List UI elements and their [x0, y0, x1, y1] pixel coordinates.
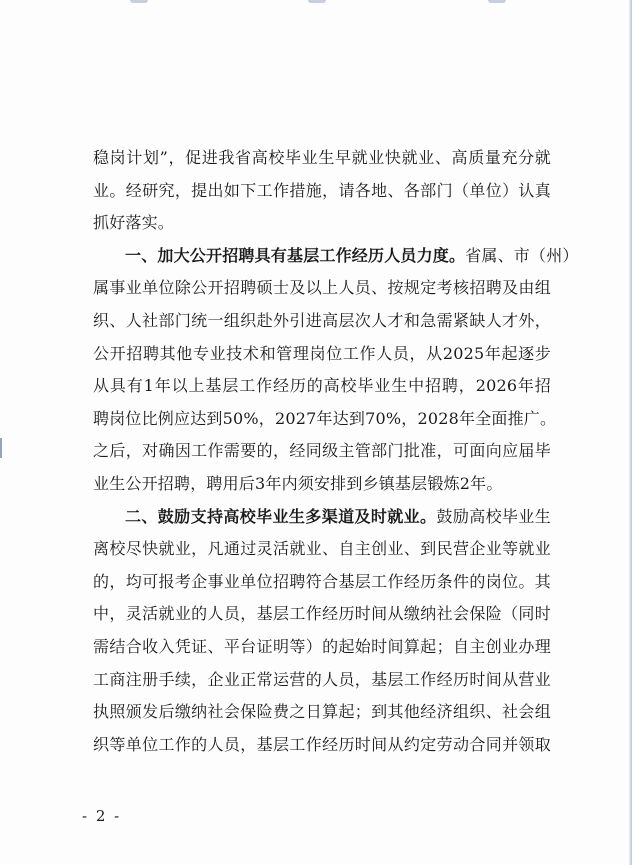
body-line: 需结合收入凭证、平台证明等）的起始时间算起；自主创业办理 [93, 636, 551, 656]
body-line: 业生公开招聘，聘用后3年内须安排到乡镇基层锻炼2年。 [93, 473, 503, 493]
scan-tab [130, 0, 148, 3]
body-line: 织、人社部门统一组织赴外引进高层次人才和急需紧缺人才外， [93, 310, 551, 330]
body-line: 中，灵活就业的人员，基层工作经历时间从缴纳社会保险（同时 [93, 604, 551, 624]
body-line: 工商注册手续，企业正常运营的人员，基层工作经历时间从营业 [93, 669, 551, 689]
body-line: 业。经研究，提出如下工作措施，请各地、各部门（单位）认真 [93, 180, 551, 200]
body-line: 抓好落实。 [93, 213, 175, 233]
body-line: 执照颁发后缴纳社会保险费之日算起；到其他经济组织、社会组 [93, 702, 551, 722]
section-1-heading: 一、加大公开招聘具有基层工作经历人员力度。 [125, 245, 466, 265]
body-line: 稳岗计划”，促进我省高校毕业生早就业快就业、高质量充分就 [93, 148, 551, 167]
section-2-first-line [93, 501, 551, 534]
body-line: 属事业单位除公开招聘硕士及以上人员、按规定考核招聘及由组 [93, 278, 551, 298]
section-2-heading: 二、鼓励支持高校毕业生多渠道及时就业。 [125, 506, 437, 526]
section-1-first-line [93, 240, 579, 273]
body-line: 织等单位工作的人员，基层工作经历时间从约定劳动合同并领取 [93, 734, 551, 754]
body-line: 从具有1年以上基层工作经历的高校毕业生中招聘，2026年招 [93, 376, 551, 396]
scan-tab [308, 0, 326, 3]
section-1-text: 省属、市（州） [465, 245, 579, 265]
document-body [93, 142, 579, 761]
body-line: 离校尽快就业，凡通过灵活就业、自主创业、到民营企业等就业 [93, 539, 551, 559]
body-line: 的，均可报考企事业单位招聘符合基层工作经历条件的岗位。其 [93, 571, 551, 591]
body-line: 之后，对确因工作需要的，经同级主管部门批准，可面向应届毕 [93, 441, 551, 461]
section-2-text: 鼓励高校毕业生 [436, 506, 551, 526]
body-line: 聘岗位比例应达到50%，2027年达到70%，2028年全面推广。 [93, 408, 557, 428]
page-number: - 2 - [82, 807, 122, 825]
scan-tab [488, 0, 506, 3]
binding-mark [0, 438, 2, 458]
body-line: 公开招聘其他专业技术和管理岗位工作人员，从2025年起逐步 [93, 343, 551, 363]
